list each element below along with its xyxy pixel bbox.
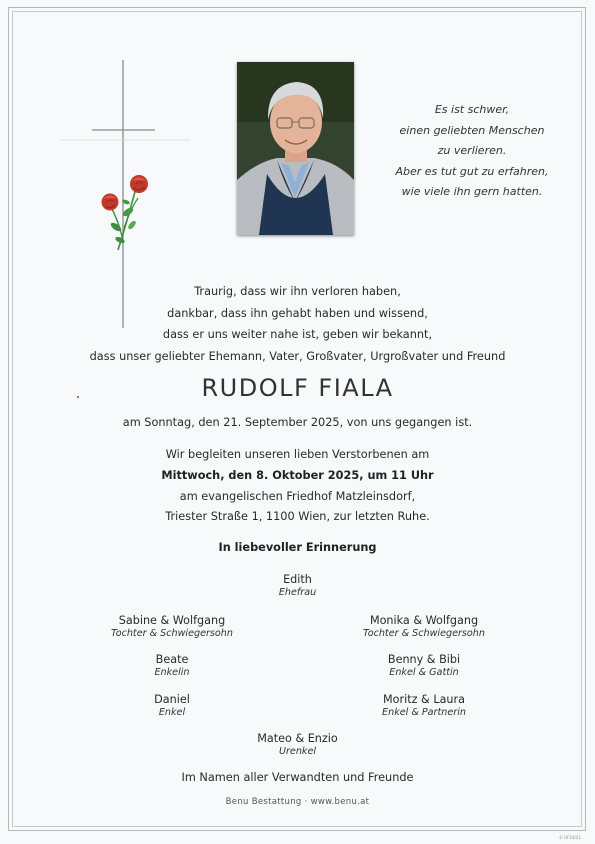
footer-credit: Benu Bestattung · www.benu.at [225,797,370,807]
mourner-name: Benny & Bibi [387,653,461,666]
deceased-name: RUDOLF FIALA [201,374,394,402]
intro-line: dankbar, dass ihn gehabt haben und wissend, [167,306,428,320]
funeral-intro-line: Wir begleiten unseren lieben Verstorbenen am [165,448,430,461]
mourner-left-1 [72,614,272,640]
mourner-role: Enkelin [154,667,190,678]
mourner-role: Tochter & Schwiegersohn [363,628,485,639]
quote-line: einen geliebten Menschen [399,123,545,137]
closing-line: Im Namen aller Verwandten und Freunde [181,771,414,784]
corner-mark: © HF18/01 [558,835,581,840]
mourner-spouse [0,573,595,599]
mourner-role: Urenkel [278,746,317,757]
mourner-name: Sabine & Wolfgang [118,614,226,627]
mourner-role: Enkel [158,707,186,718]
mourner-great-grandchildren [0,732,595,758]
mourner-name: Moritz & Laura [383,693,465,706]
intro-line: dass unser geliebter Ehemann, Vater, Großvater, Urgroßvater und Freund [89,349,506,363]
mourner-right-1 [324,614,524,640]
portrait-photo [237,62,354,235]
intro-line: dass er uns weiter nahe ist, geben wir bekannt, [162,328,433,341]
announcement-intro [0,281,595,367]
mourner-role: Enkel & Gattin [389,667,459,678]
quote-line: zu verlieren. [437,144,507,157]
mourner-left-3 [72,693,272,719]
mourner-name: Beate [155,653,189,666]
quote-line: wie viele ihn gern hatten. [401,185,543,198]
mourner-right-2 [324,653,524,679]
mourner-role: Enkel & Partnerin [382,707,466,718]
mourner-name: Daniel [154,693,190,706]
mourner-name: Mateo & Enzio [257,732,338,745]
mourner-right-3 [324,693,524,719]
death-date-line: am Sonntag, den 21. September 2025, von uns gegangen ist. [122,416,473,429]
mourner-left-2 [72,653,272,679]
mourner-name: Monika & Wolfgang [369,614,479,627]
mourner-name: Edith [283,573,312,586]
funeral-date-line: Mittwoch, den 8. Oktober 2025, um 11 Uhr [161,469,434,482]
portrait-image [237,62,354,235]
mourner-role: Tochter & Schwiegersohn [111,628,233,639]
funeral-address-line: Triester Straße 1, 1100 Wien, zur letzten Ruhe. [165,510,430,523]
intro-line: Traurig, dass wir ihn verloren haben, [194,285,401,298]
quote-line: Es ist schwer, [434,103,510,116]
memory-heading: In liebevoller Erinnerung [218,541,377,554]
funeral-location-line: am evangelischen Friedhof Matzleinsdorf, [179,490,416,503]
quote [372,100,572,203]
mourner-role: Ehefrau [278,587,317,598]
quote-line: Aber es tut gut zu erfahren, [395,164,549,178]
